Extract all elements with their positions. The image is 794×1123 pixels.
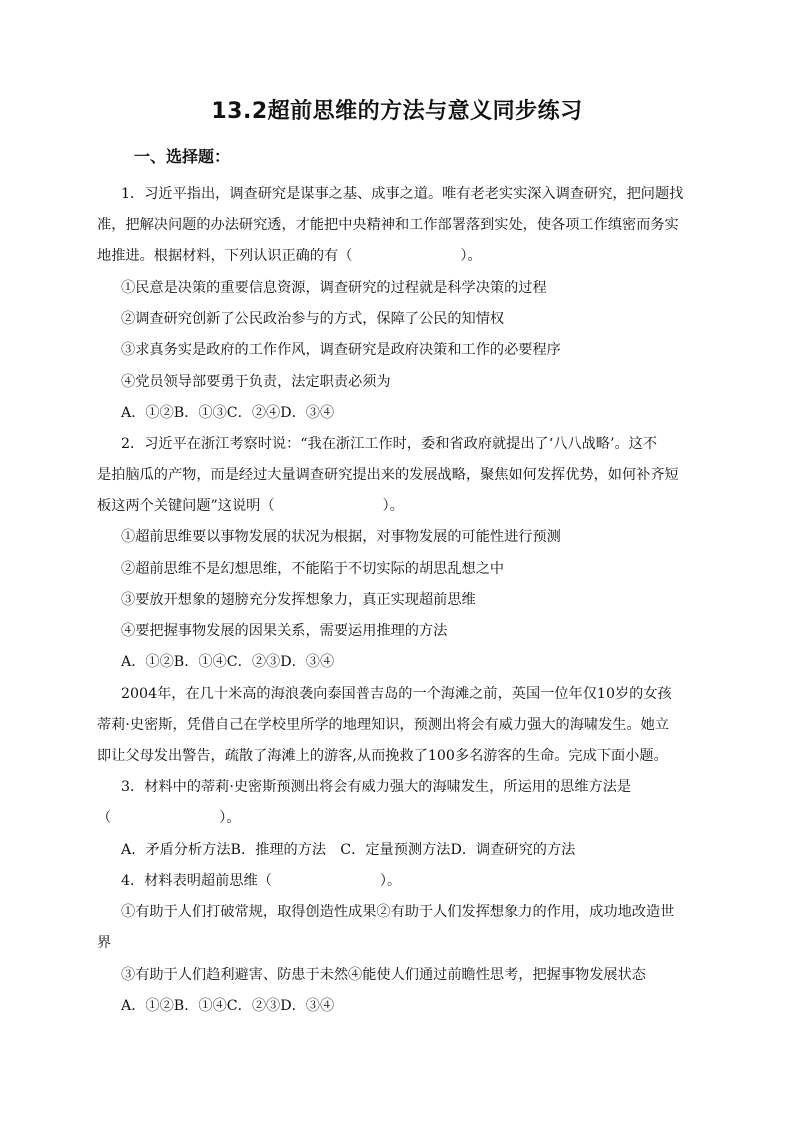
q4-option-1-cont: 界	[97, 935, 112, 951]
q4-option-1: ①有助于人们打破常规，取得创造性成果②有助于人们发挥想象力的作用，成功地改造世	[121, 904, 675, 920]
material-line-2: 蒂莉·史密斯，凭借自己在学校里所学的地理知识，预测出将会有威力强大的海啸发生。她立	[97, 717, 670, 733]
q4-option-2: ③有助于人们趋利避害、防患于未然④能使人们通过前瞻性思考，把握事物发展状态	[121, 967, 646, 983]
q4-stem-text: 4．材料表明超前思维（	[121, 873, 272, 889]
q1-choices: A．①②B．①③C．②④D．③④	[121, 405, 335, 421]
q1-stem-text: 地推进。根据材料，下列认识正确的有（	[97, 248, 353, 264]
q1-option-2: ②调查研究创新了公民政治参与的方式，保障了公民的知情权	[121, 311, 505, 327]
q2-option-2: ②超前思维不是幻想思维，不能陷于不切实际的胡思乱想之中	[121, 561, 505, 577]
q1-line-3	[97, 246, 709, 266]
q3-line-2	[97, 808, 709, 828]
page-title: 13.2超前思维的方法与意义同步练习	[211, 99, 583, 124]
q2-option-4: ④要把握事物发展的因果关系，需要运用推理的方法	[121, 623, 448, 639]
q1-stem-end: ）。	[460, 248, 482, 264]
q2-option-3: ③要放开想象的翅膀充分发挥想象力，真正实现超前思维	[121, 592, 476, 608]
q3-choices: A．矛盾分析方法B．推理的方法 C．定量预测方法D．调查研究的方法	[121, 842, 576, 858]
q3-stem-end: ）。	[219, 810, 241, 826]
q4-line-1	[121, 871, 709, 891]
material-line-3: 即让父母发出警告，疏散了海滩上的游客,从而挽救了100多名游客的生命。完成下面小题。	[97, 748, 668, 764]
q1-option-4: ④党员领导部要勇于负责，法定职责必须为	[121, 374, 391, 390]
q1-option-1: ①民意是决策的重要信息资源，调查研究的过程就是科学决策的过程	[121, 280, 547, 296]
material-line-1: 2004年，在几十米高的海浪袭向泰国普吉岛的一个海滩之前，英国一位年仅10岁的女孩	[121, 686, 672, 702]
section-heading: 一、选择题：	[134, 147, 231, 166]
q3-stem-open: （	[97, 810, 112, 826]
q1-line-2: 准，把解决问题的办法研究透，才能把中央精神和工作部署落到实处，使各项工作缜密而务实	[97, 217, 679, 233]
q2-option-1: ①超前思维要以事物发展的状况为根据，对事物发展的可能性进行预测	[121, 529, 561, 545]
q2-line-3	[97, 496, 709, 516]
q4-stem-end: ）。	[379, 873, 402, 889]
q2-choices: A．①②B．①④C．②③D．③④	[121, 654, 335, 670]
q4-choices: A．①②B．①④C．②③D．③④	[121, 998, 335, 1014]
q2-stem-text: 板这两个关键问题”这说明（	[97, 498, 275, 514]
q3-line-1: 3．材料中的蒂莉·史密斯预测出将会有威力强大的海啸发生，所运用的思维方法是	[121, 779, 632, 795]
q2-line-2: 是拍脑瓜的产物，而是经过大量调查研究提出来的发展战略，聚焦如何发挥优势，如何补齐短	[97, 467, 679, 483]
q2-stem-end: ）。	[382, 498, 404, 514]
q2-line-1: 2．习近平在浙江考察时说：“我在浙江工作时，委和省政府就提出了‘八八战略’。这不	[121, 436, 658, 452]
q1-option-3: ③求真务实是政府的工作作风，调查研究是政府决策和工作的必要程序	[121, 342, 561, 358]
q1-line-1: 1．习近平指出，调查研究是谋事之基、成事之道。唯有老老实实深入调查研究，把问题找	[121, 186, 684, 202]
